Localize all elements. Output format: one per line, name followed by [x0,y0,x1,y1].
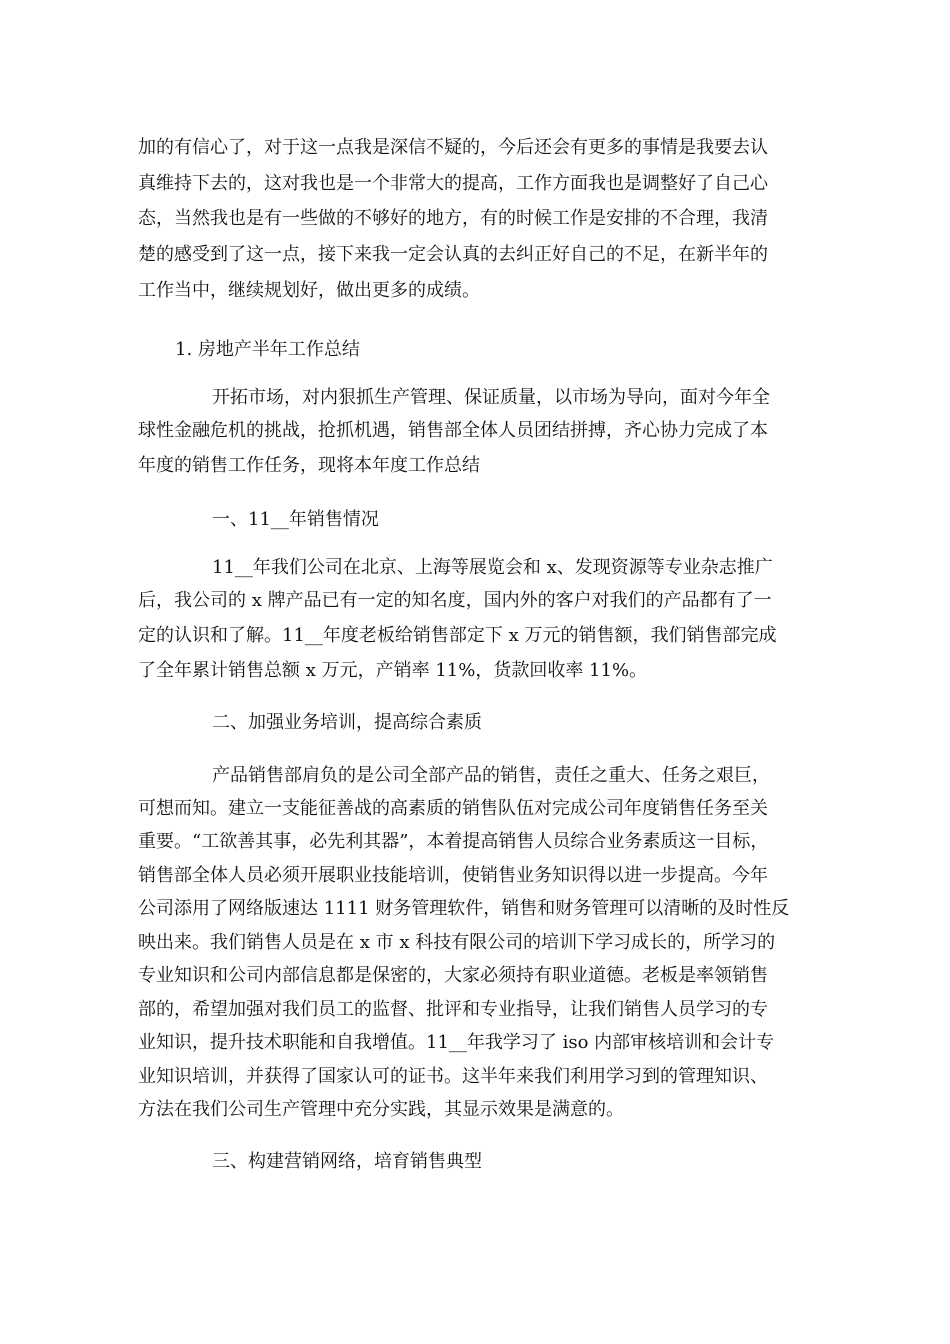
open-line-2: 球性金融危机的挑战，抢抓机遇，销售部全体人员团结拼搏，齐心协力完成了本 [138,420,768,441]
section-1-line-3: 定的认识和了解。11__年度老板给销售部定下 x 万元的销售额，我们销售部完成 [138,625,777,646]
section-2-line-3: 重要。“工欲善其事，必先利其器”，本着提高销售人员综合业务素质这一目标， [138,831,769,852]
intro-line-4: 楚的感受到了这一点，接下来我一定会认真的去纠正好自己的不足，在新半年的 [138,244,768,265]
section-3-title: 三、构建营销网络，培育销售典型 [212,1151,482,1172]
section-2-line-6: 映出来。我们销售人员是在 x 市 x 科技有限公司的培训下学习成长的，所学习的 [138,932,776,953]
intro-line-3: 态，当然我也是有一些做的不够好的地方，有的时候工作是安排的不合理，我清 [138,208,768,229]
section-1-title: 一、11__年销售情况 [212,509,379,530]
section-2-line-9: 业知识，提升技术职能和自我增值。11__年我学习了 iso 内部审核培训和会计专 [138,1032,775,1053]
section-2-line-7: 专业知识和公司内部信息都是保密的，大家必须持有职业道德。老板是率领销售 [138,965,768,986]
section-2-line-2: 可想而知。建立一支能征善战的高素质的销售队伍对完成公司年度销售任务至关 [138,798,768,819]
section-2-line-10: 业知识培训，并获得了国家认可的证书。这半年来我们利用学习到的管理知识、 [138,1066,768,1087]
section-2-line-11: 方法在我们公司生产管理中充分实践，其显示效果是满意的。 [138,1099,624,1120]
main-heading: 1. 房地产半年工作总结 [175,339,360,360]
section-1-line-1: 11__年我们公司在北京、上海等展览会和 x、发现资源等专业杂志推广 [212,557,773,578]
section-2-line-1: 产品销售部肩负的是公司全部产品的销售，责任之重大、任务之艰巨， [212,765,770,786]
intro-line-2: 真维持下去的，这对我也是一个非常大的提高，工作方面我也是调整好了自己心 [138,173,768,194]
section-2-line-8: 部的，希望加强对我们员工的监督、批评和专业指导，让我们销售人员学习的专 [138,999,768,1020]
open-line-3: 年度的销售工作任务，现将本年度工作总结 [138,455,480,476]
section-1-line-2: 后，我公司的 x 牌产品已有一定的知名度，国内外的客户对我们的产品都有了一 [138,590,772,611]
open-line-1: 开拓市场，对内狠抓生产管理、保证质量，以市场为导向，面对今年全 [212,387,770,408]
intro-line-5: 工作当中，继续规划好，做出更多的成绩。 [138,280,480,301]
intro-line-1: 加的有信心了，对于这一点我是深信不疑的，今后还会有更多的事情是我要去认 [138,137,768,158]
section-1-line-4: 了全年累计销售总额 x 万元，产销率 11%，货款回收率 11%。 [138,660,648,681]
section-2-line-4: 销售部全体人员必须开展职业技能培训，使销售业务知识得以进一步提高。今年 [138,865,768,886]
section-2-line-5: 公司添用了网络版速达 1111 财务管理软件，销售和财务管理可以清晰的及时性反 [138,898,790,919]
section-2-title: 二、加强业务培训，提高综合素质 [212,712,482,733]
